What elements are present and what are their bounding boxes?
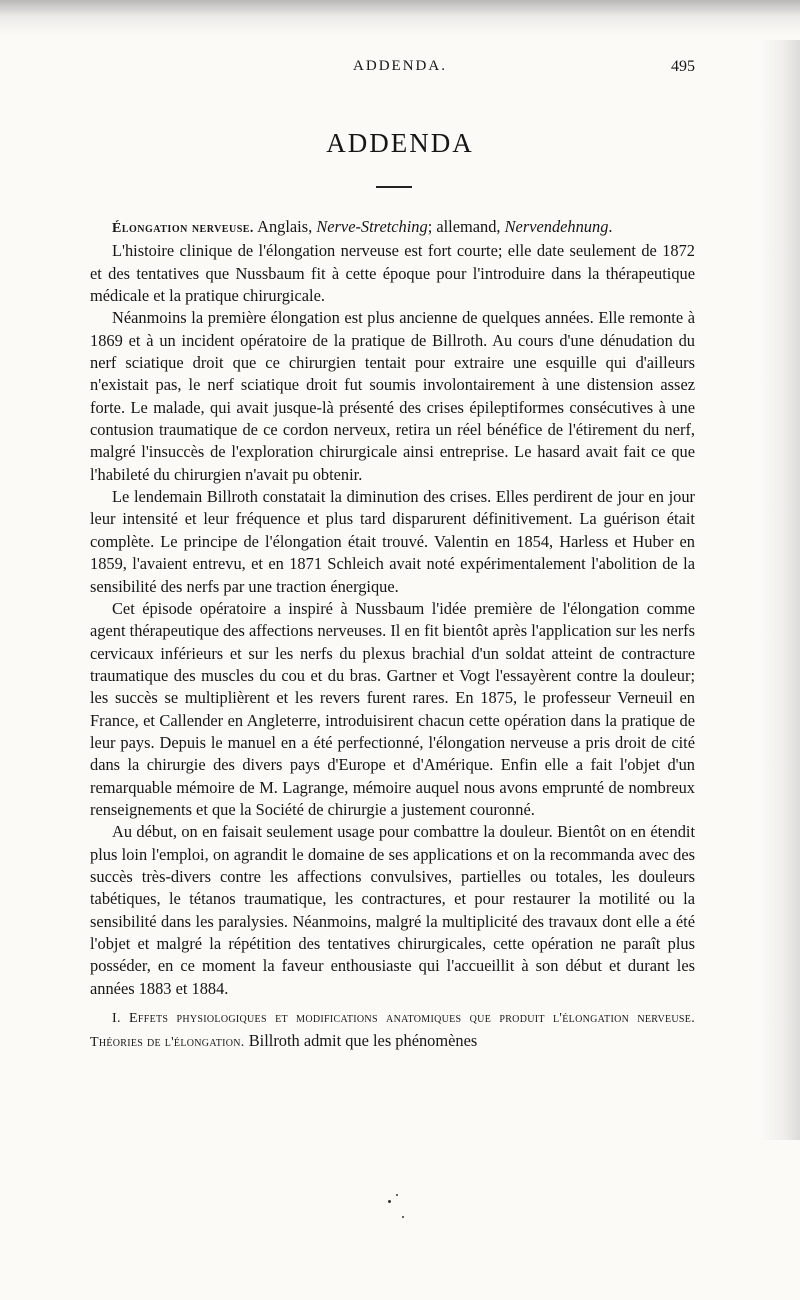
section-entry-paragraph (90, 216, 695, 240)
running-header (0, 58, 800, 82)
entry-synonyms-b: ; allemand, (427, 217, 505, 236)
paragraph: L'histoire clinique de l'élongation nerveuse est fort courte; elle date seulement de 1872 et des tentatives que Nussbaum fit à cette époque pour l'introduire dans la thérapeutique médicale et la pratique chirurgicale. (90, 241, 695, 306)
section-heading-a: I. Effets physiologiques et modifications anatomiques que produit l'élongation nerveuse. (112, 1011, 695, 1027)
page-title: ADDENDA (326, 128, 474, 158)
section-heading-paragraph (90, 1006, 695, 1055)
scan-speck (402, 1216, 404, 1218)
title-rule (376, 186, 412, 188)
body-text (90, 216, 695, 1055)
running-title: ADDENDA. (353, 58, 447, 74)
entry-english: Nerve-Stretching (316, 217, 428, 236)
entry-term: Élongation nerveuse. (112, 221, 254, 236)
paragraph: Néanmoins la première élongation est plus ancienne de quelques années. Elle remonte à 1869 et à un incident opératoire de la pratique de Billroth. Au cours d'une dénudation du nerf sciatique droit que ce chirurgien tentait pour extraire une esquille qui d'ailleurs n'existait pas, le nerf sciatique droit fut soumis involontairement à une distension assez forte. Le malade, qui avait jusque-là présenté des crises épileptiformes consécutives à une contusion traumatique de ce cordon nerveux, retira un réel bénéfice de l'étirement du nerf, malgré l'insuccès de l'exploration chirurgicale ainsi entreprise. Le hasard avait fait ce que l'habileté du chirurgien n'avait pu obtenir. (90, 308, 695, 484)
entry-german: Nervendehnung (504, 217, 609, 236)
paragraph: Le lendemain Billroth constatait la diminution des crises. Elles perdirent de jour en jour leur intensité et leur fréquence et plus tard disparurent définitivement. La guérison était complète. Le principe de l'élongation était trouvé. Valentin en 1854, Harless et Huber en 1859, l'avaient entrevu, et en 1871 Schleich avait noté expérimentalement l'abolition de la sensibilité des nerfs par une traction énergique. (90, 487, 695, 596)
page-number: 495 (671, 58, 695, 75)
paragraph: Cet épisode opératoire a inspiré à Nussbaum l'idée première de l'élongation comme agent thérapeutique des affections nerveuses. Il en fit bientôt après l'application sur les nerfs cervicaux inférieurs et sur les nerfs du plexus brachial d'un soldat atteint de contracture traumatique des muscles du cou et du bras. Gartner et Vogt l'essayèrent contre la douleur; les succès se multiplièrent et les revers furent rares. En 1875, le professeur Verneuil en France, et Callender en Angleterre, introduisirent chacun cette opération dans la pratique de leur pays. Depuis le manuel en a été perfectionné, l'élongation nerveuse a pris droit de cité dans la chirurgie des divers pays d'Europe et d'Amérique. Enfin elle a fait l'objet d'un remarquable mémoire de M. Lagrange, mémoire auquel nous avons emprunté de nombreux renseignements et que la Société de chirurgie a justement couronné. (90, 598, 695, 819)
scan-speck (388, 1200, 391, 1203)
section-heading-b: Théories de l'élongation. (90, 1035, 245, 1051)
section-text: Billroth admit que les phénomènes (244, 1031, 478, 1051)
paragraph: Au début, on en faisait seulement usage pour combattre la douleur. Bientôt on en étendit plus loin l'emploi, on agrandit le domaine de ses applications et on la recommanda avec des succès très-divers contre les affections convulsives, partielles ou totales, les douleurs tabétiques, le tétanos traumatique, les contractures, et pour restaurer la motilité ou la sensibilité dans les paralysies. Néanmoins, malgré la multiplicité des travaux dont elle a été l'objet et malgré la répétition des tentatives chirurgicales, cette opération ne paraît plus posséder, en ce moment la faveur enthousiaste qui l'accueillit à son début et durant les années 1883 et 1884. (90, 822, 695, 998)
scan-border-right (760, 40, 800, 1140)
scan-speck (396, 1194, 398, 1196)
scan-border-top (0, 0, 800, 36)
entry-synonyms-a: Anglais, (253, 217, 317, 236)
entry-synonyms-end: . (608, 217, 613, 236)
